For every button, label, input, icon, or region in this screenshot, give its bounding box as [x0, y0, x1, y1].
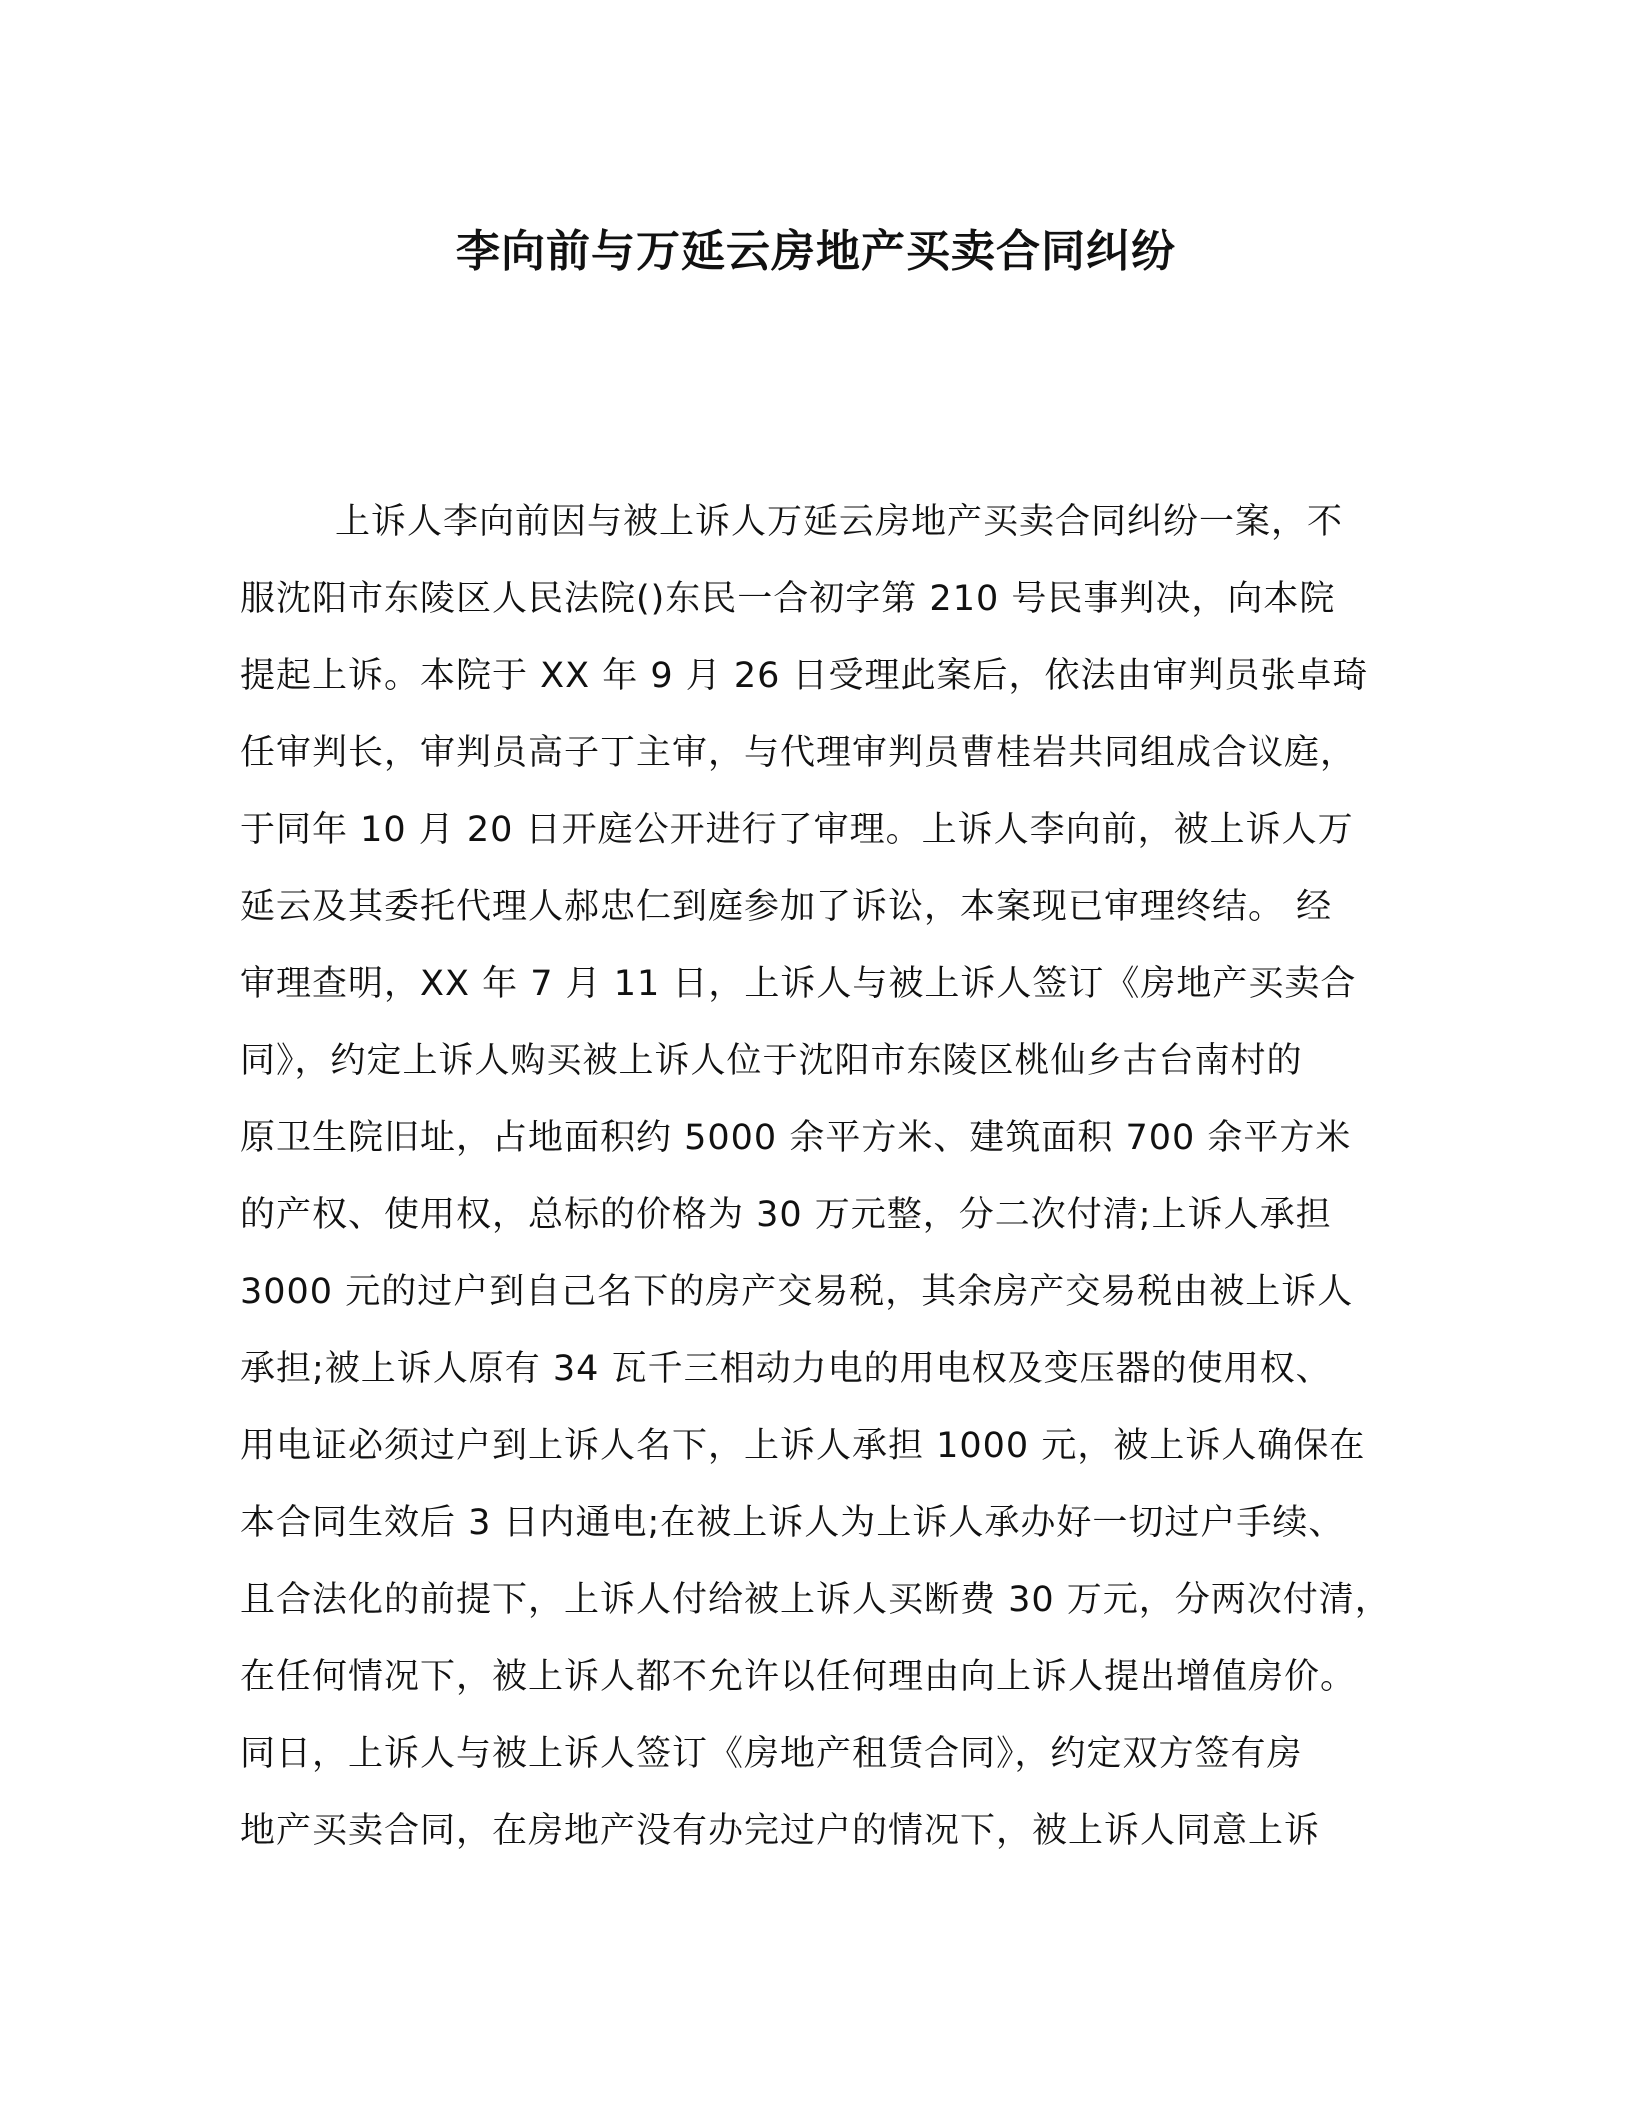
body-line: 原卫生院旧址，占地面积约 5000 余平方米、建筑面积 700 余平方米: [240, 1118, 1352, 1158]
body-line: 同》，约定上诉人购买被上诉人位于沈阳市东陵区桃仙乡古台南村的: [240, 1041, 1303, 1081]
body-line: 于同年 10 月 20 日开庭公开进行了审理。上诉人李向前，被上诉人万: [240, 810, 1354, 850]
body-line: 本合同生效后 3 日内通电;在被上诉人为上诉人承办好一切过户手续、: [240, 1503, 1345, 1543]
document-title: 李向前与万延云房地产买卖合同纠纷: [456, 226, 1176, 277]
body-line: 在任何情况下，被上诉人都不允许以任何理由向上诉人提出增值房价。: [240, 1657, 1357, 1697]
body-line: 且合法化的前提下，上诉人付给被上诉人买断费 30 万元，分两次付清，: [240, 1580, 1391, 1620]
body-line: 3000 元的过户到自己名下的房产交易税，其余房产交易税由被上诉人: [240, 1272, 1354, 1312]
body-line: 上诉人李向前因与被上诉人万延云房地产买卖合同纠纷一案，不: [335, 502, 1344, 542]
body-line: 地产买卖合同，在房地产没有办完过户的情况下，被上诉人同意上诉: [240, 1811, 1321, 1851]
body-line: 审理查明，XX 年 7 月 11 日，上诉人与被上诉人签订《房地产买卖合: [240, 964, 1357, 1004]
document-body: [240, 492, 1420, 1878]
body-line: 提起上诉。本院于 XX 年 9 月 26 日受理此案后，依法由审判员张卓琦: [240, 656, 1369, 696]
body-line: 同日，上诉人与被上诉人签订《房地产租赁合同》，约定双方签有房: [240, 1734, 1303, 1774]
body-line: 的产权、使用权，总标的价格为 30 万元整，分二次付清;上诉人承担: [240, 1195, 1332, 1235]
body-line: 承担;被上诉人原有 34 瓦千三相动力电的用电权及变压器的使用权、: [240, 1349, 1332, 1389]
body-line: 用电证必须过户到上诉人名下，上诉人承担 1000 元，被上诉人确保在: [240, 1426, 1366, 1466]
body-line: 服沈阳市东陵区人民法院()东民一合初字第 210 号民事判决，向本院: [240, 579, 1336, 619]
body-line: 延云及其委托代理人郝忠仁到庭参加了诉讼，本案现已审理终结。 经: [240, 887, 1333, 927]
body-line: 任审判长，审判员高子丁主审，与代理审判员曹桂岩共同组成合议庭，: [240, 733, 1357, 773]
